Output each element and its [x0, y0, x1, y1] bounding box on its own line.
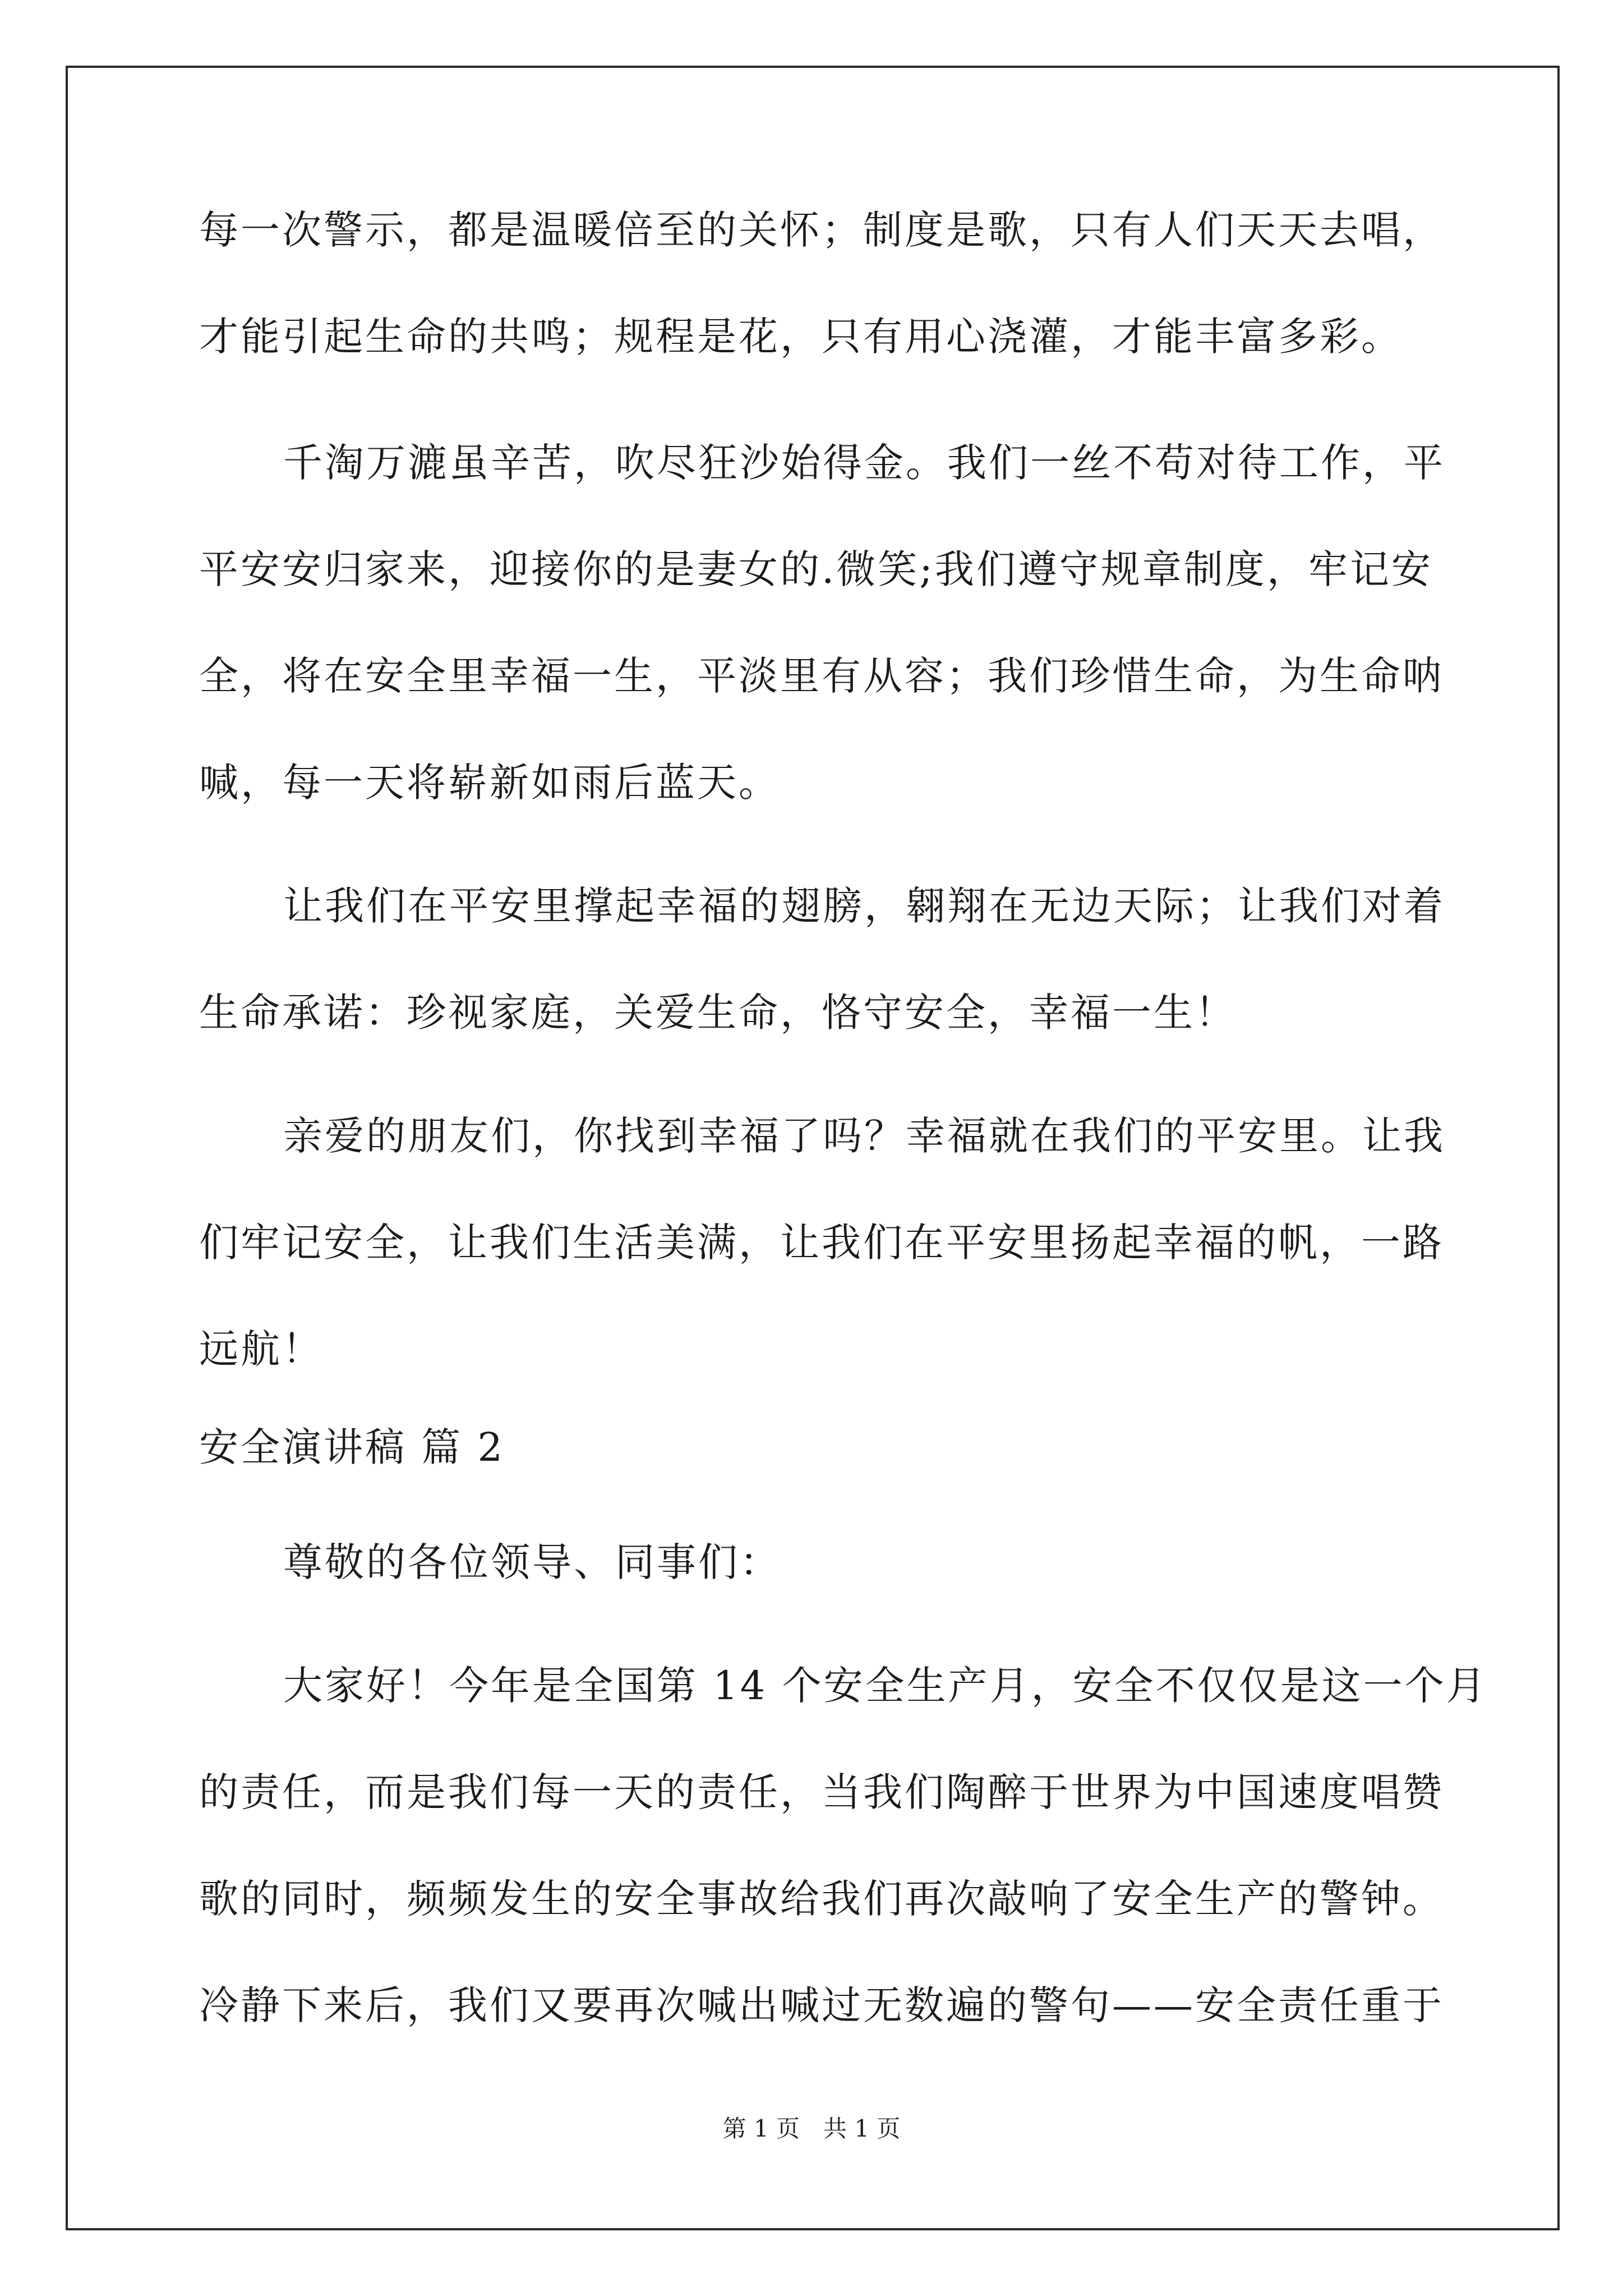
- section-heading: 安全演讲稿 篇 2: [199, 1424, 505, 1470]
- text-line: 冷静下来后，我们又要再次喊出喊过无数遍的警句——安全责任重于: [199, 1982, 1444, 2028]
- text-line: 才能引起生命的共鸣；规程是花，只有用心浇灌，才能丰富多彩。: [199, 314, 1403, 360]
- text-line: 的责任，而是我们每一天的责任，当我们陶醉于世界为中国速度唱赞: [199, 1769, 1444, 1815]
- text-line: 生命承诺：珍视家庭，关爱生命，恪守安全，幸福一生！: [199, 990, 1237, 1036]
- paragraph-first-line: 让我们在平安里撑起幸福的翅膀，翱翔在无边天际；让我们对着: [283, 883, 1445, 929]
- text-line: 远航！: [199, 1326, 324, 1372]
- paragraph-first-line: 千淘万漉虽辛苦，吹尽狂沙始得金。我们一丝不苟对待工作，平: [283, 440, 1445, 486]
- salutation: 尊敬的各位领导、同事们：: [283, 1539, 781, 1585]
- text-line: 平安安归家来，迎接你的是妻女的.微笑;我们遵守规章制度，牢记安: [199, 546, 1433, 592]
- text-line: 歌的同时，频频发生的安全事故给我们再次敲响了安全生产的警钟。: [199, 1876, 1444, 1922]
- page-footer: 第 1 页 共 1 页: [722, 2115, 901, 2142]
- text-line: 每一次警示，都是温暖倍至的关怀；制度是歌，只有人们天天去唱，: [199, 207, 1444, 253]
- text-line: 全，将在安全里幸福一生，平淡里有从容；我们珍惜生命，为生命呐: [199, 653, 1444, 699]
- text-line: 们牢记安全，让我们生活美满，让我们在平安里扬起幸福的帆，一路: [199, 1220, 1444, 1266]
- text-line: 喊，每一天将崭新如雨后蓝天。: [199, 760, 780, 806]
- paragraph-first-line: 亲爱的朋友们，你找到幸福了吗？幸福就在我们的平安里。让我: [283, 1113, 1445, 1159]
- paragraph-first-line: 大家好！今年是全国第 14 个安全生产月，安全不仅仅是这一个月: [283, 1663, 1488, 1709]
